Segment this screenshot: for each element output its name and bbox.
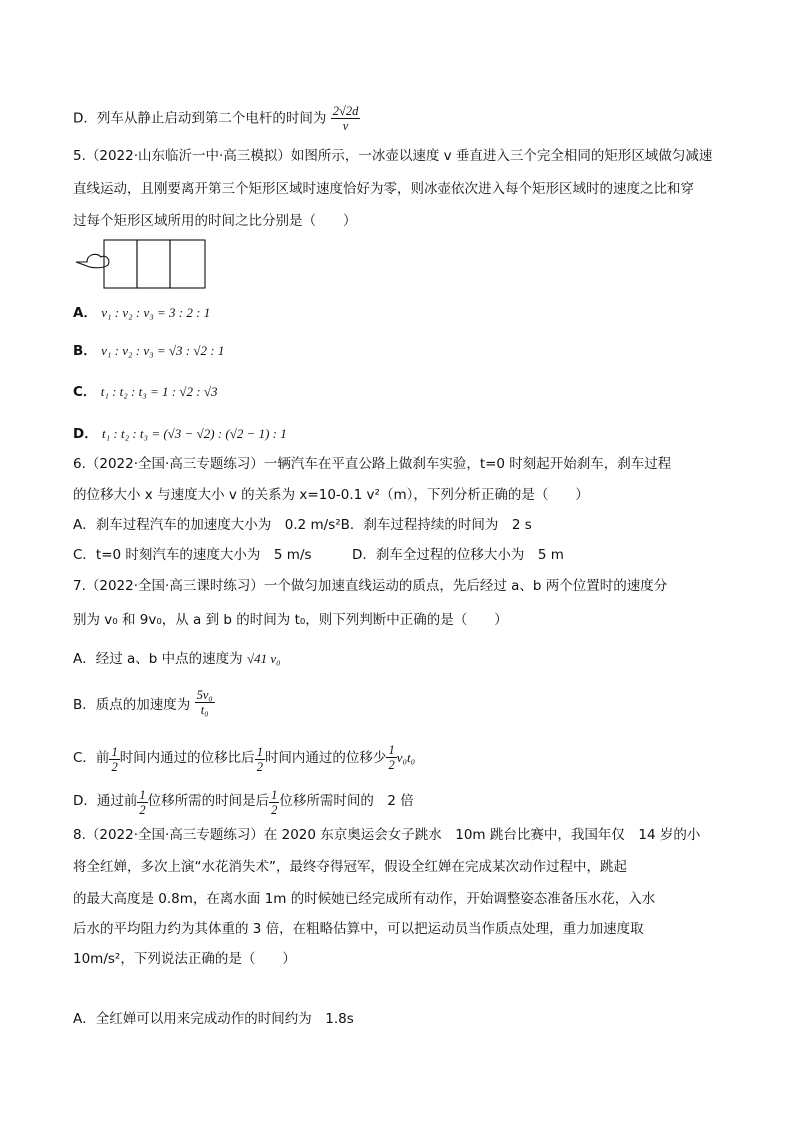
q8-stem-line-4: 后水的平均阻力约为其体重的 3 倍，在粗略估算中，可以把运动员当作质点处理，重力加速度取	[73, 921, 644, 937]
q7-option-b[interactable]: B．质点的加速度为 $\frac{\text{5v₀}}{\text{t₀}}$	[73, 688, 213, 717]
curling-rectangles-diagram	[73, 238, 213, 290]
region-3	[170, 240, 205, 288]
q5-stem-line-2: 直线运动，且刚要离开第三个矩形区域时速度恰好为零，则冰壶依次进入每个矩形区域时的速度之比和穿	[73, 181, 694, 197]
q5-option-d[interactable]: D． t₁ : t₂ : t₃ = (√3 − √2) : (√2 − 1) : 1	[73, 426, 287, 442]
q5-option-c[interactable]: C． t₁ : t₂ : t₃ = 1 : √2 : √3	[73, 384, 218, 400]
q5-stem-line-3: 过每个矩形区域所用的时间之比分别是（ ）	[73, 213, 357, 229]
q7-option-a[interactable]: A．经过 a、b 中点的速度为 √41 v₀	[73, 651, 281, 667]
q4-option-d-text: D．列车从静止启动到第二个电杆的时间为	[73, 110, 327, 127]
q5-option-a[interactable]: A． v₁ : v₂ : v₃ = 3 : 2 : 1	[73, 305, 211, 321]
q6-stem-line-2: 的位移大小 x 与速度大小 v 的关系为 x=10-0.1 v²（m），下列分析正确的是（ ）	[73, 487, 589, 503]
region-2	[137, 240, 170, 288]
q6-options-ab[interactable]: A．刹车过程汽车的加速度大小为 0.2 m/s²B．刹车过程持续的时间为 2 s	[73, 517, 532, 533]
q4-option-d-fraction: $\frac{2√2d}{v}$	[332, 104, 359, 133]
q7-option-d[interactable]: D．通过前 $\frac{1}{2}$ 位移所需的时间是后 $\frac{1}{2}$ 位移所需时间的 2 倍	[73, 788, 414, 817]
q4-option-d[interactable]	[73, 104, 360, 133]
q8-option-a[interactable]: A．全红婵可以用来完成动作的时间约为 1.8s	[73, 1011, 354, 1027]
q7-stem-line-2: 别为 v₀ 和 9v₀，从 a 到 b 的时间为 t₀，则下列判断中正确的是（ ）	[73, 612, 508, 628]
q7-stem-line-1: 7.（2022·全国·高三课时练习）一个做匀加速直线运动的质点，先后经过 a、b 两个位置时的速度分	[73, 578, 668, 594]
q8-stem-line-2: 将全红婵，多次上演“水花消失术”，最终夺得冠军，假设全红婵在完成某次动作过程中，跳起	[73, 859, 627, 875]
q5-option-b[interactable]: B． v₁ : v₂ : v₃ = √3 : √2 : 1	[73, 343, 225, 359]
q7-option-b-fraction: $\frac{\text{5v₀}}{\text{t₀}}$	[196, 688, 213, 717]
q8-stem-line-5: 10m/s²，下列说法正确的是（ ）	[73, 951, 296, 967]
q5-stem-line-1: 5.（2022·山东临沂一中·高三模拟）如图所示，一冰壶以速度 v 垂直进入三个完全相同的矩形区域做匀减速	[73, 148, 713, 164]
q6-stem-line-1: 6.（2022·全国·高三专题练习）一辆汽车在平直公路上做刹车实验，t=0 时刻起开始刹车，刹车过程	[73, 456, 672, 472]
q7-option-c[interactable]: C．前 $\frac{1}{2}$ 时间内通过的位移比后 $\frac{1}{2}$ 时间内通过的位移少 $\frac{1}{2}$ v₀t₀	[73, 743, 416, 774]
q8-stem-line-1: 8.（2022·全国·高三专题练习）在 2020 东京奥运会女子跳水 10m 跳台比赛中，我国年仅 14 岁的小	[73, 827, 701, 843]
q6-options-cd[interactable]: C．t=0 时刻汽车的速度大小为 5 m/s D．刹车全过程的位移大小为 5 m	[73, 547, 564, 563]
q8-stem-line-3: 的最大高度是 0.8m，在离水面 1m 的时候她已经完成所有动作，开始调整姿态准备压水花，入水	[73, 891, 656, 907]
